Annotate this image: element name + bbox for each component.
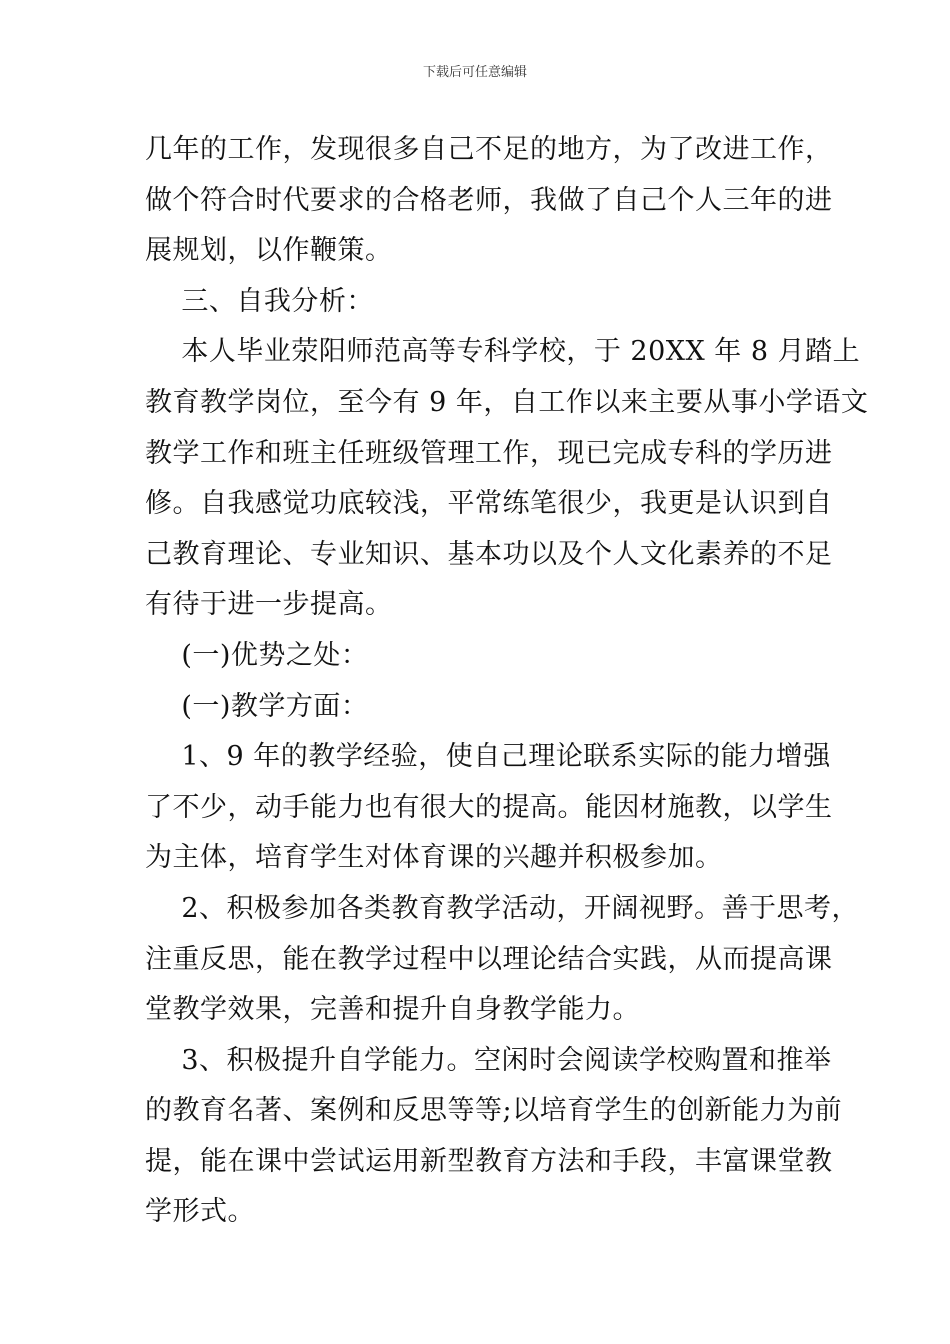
text-line: 教育教学岗位，至今有 9 年，自工作以来主要从事小学语文 [145,386,869,418]
page-header-note: 下载后可任意编辑 [422,65,527,80]
text-line: 学形式。 [145,1196,255,1228]
text-line: 的教育名著、案例和反思等等;以培育学生的创新能力为前 [145,1095,843,1127]
text-line: 3、积极提升自学能力。空闲时会阅读学校购置和推举 [145,1044,832,1076]
text-line: 修。自我感觉功底较浅，平常练笔很少，我更是认识到自 [145,488,833,520]
text-line: 1、9 年的教学经验，使自己理论联系实际的能力增强 [145,741,831,773]
text-line: 几年的工作，发现很多自己不足的地方，为了改进工作， [145,134,833,165]
document-body [145,125,869,1238]
text-line: 教学工作和班主任班级管理工作，现已完成专科的学历进 [145,437,833,469]
text-line: 做个符合时代要求的合格老师，我做了自己个人三年的进 [145,184,833,216]
text-line: 为主体，培育学生对体育课的兴趣并积极参加。 [145,842,723,874]
section-heading: 三、自我分析： [145,285,374,317]
text-line: 有待于进一步提高。 [145,589,393,621]
subsection-heading: (一)教学方面： [145,690,369,722]
text-line: 提，能在课中尝试运用新型教育方法和手段，丰富课堂教 [145,1145,833,1177]
text-line: 2、积极参加各类教育教学活动，开阔视野。善于思考， [145,892,860,924]
text-line: 了不少，动手能力也有很大的提高。能因材施教，以学生 [145,791,833,823]
text-line: 堂教学效果，完善和提升自身教学能力。 [145,994,640,1026]
text-line: 本人毕业荥阳师范高等专科学校，于 20XX 年 8 月踏上 [145,336,861,368]
text-line: 展规划，以作鞭策。 [145,235,393,267]
subsection-heading: (一)优势之处： [145,639,369,671]
text-line: 注重反思，能在教学过程中以理论结合实践，从而提高课 [145,943,833,975]
text-line: 己教育理论、专业知识、基本功以及个人文化素养的不足 [145,538,833,570]
